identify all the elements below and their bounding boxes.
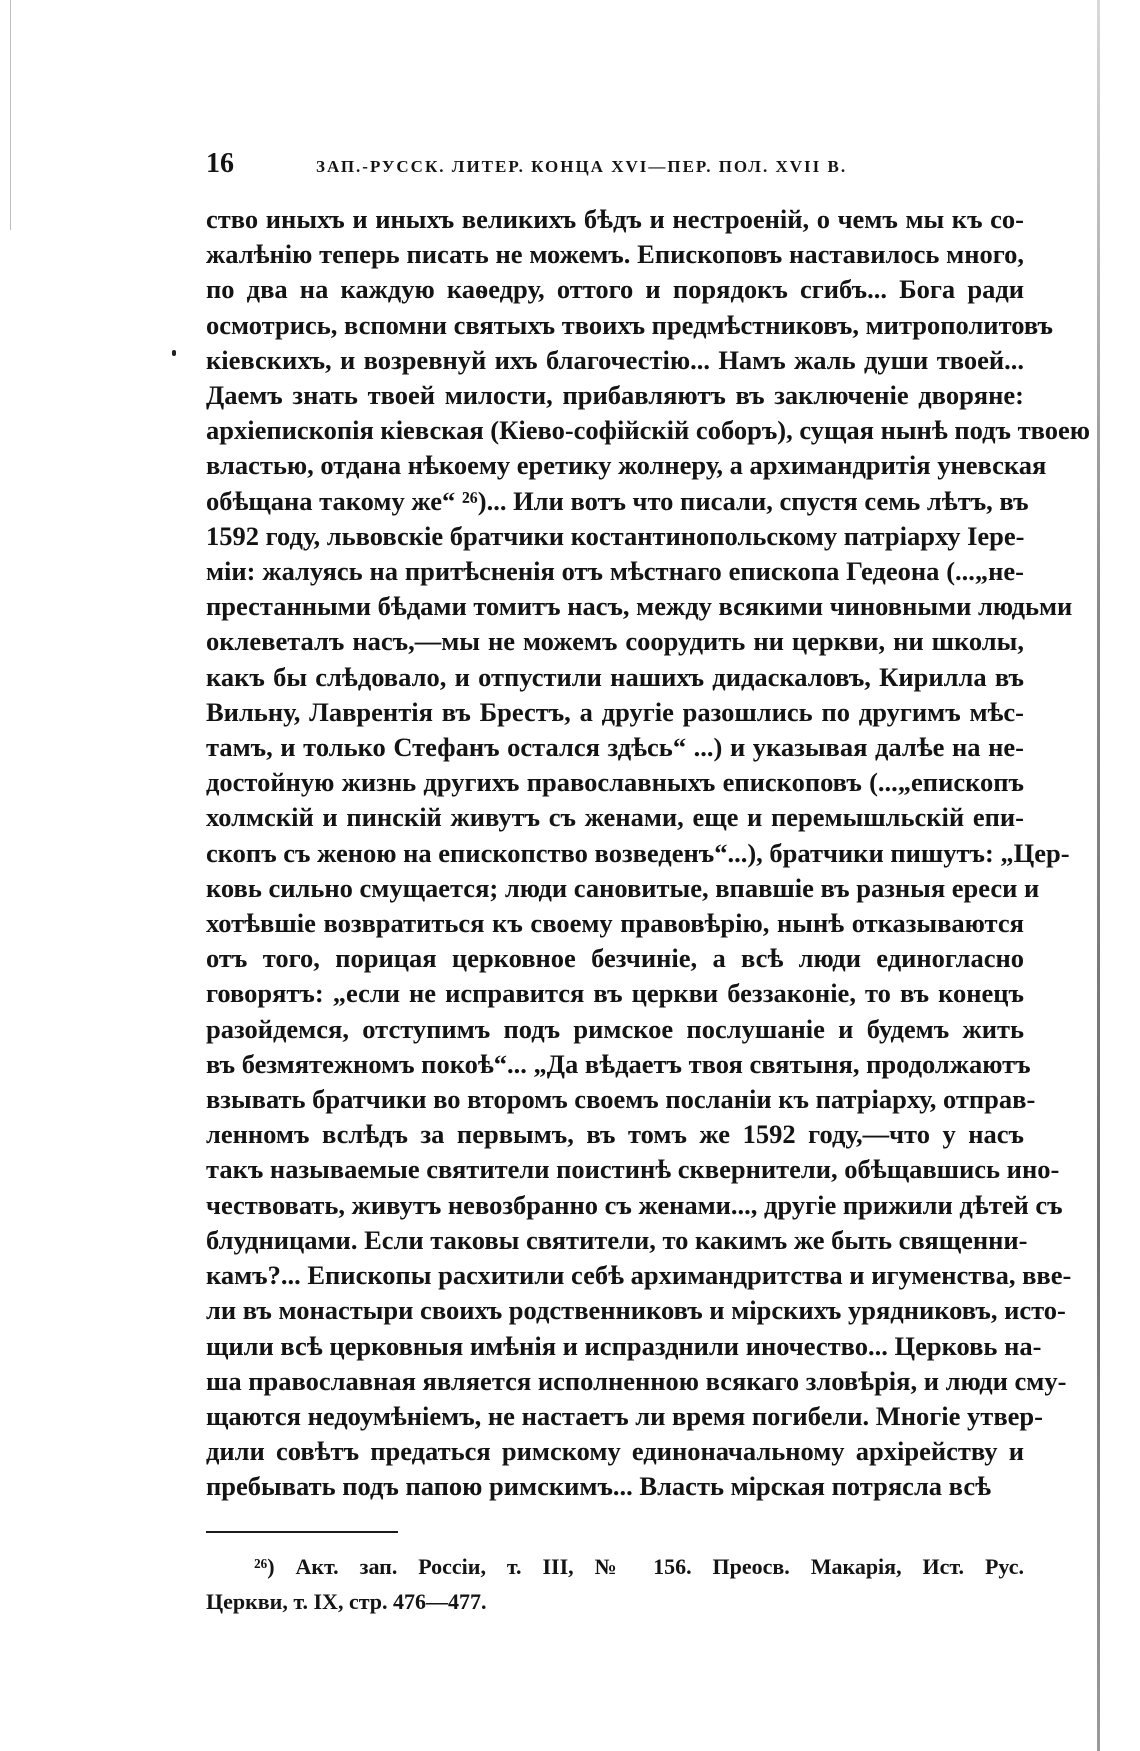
text-line: разойдемся, отступимъ подъ римское послушаніе и будемъ жить [206,1013,1024,1044]
text-line: ковь сильно смущается; люди сановитые, впавшіе въ разныя ереси и [206,872,1040,903]
text-line: такъ называемые святители поистинѣ сквернители, обѣщавшись ино- [206,1154,1060,1185]
text-line: дили совѣтъ предаться римскому единоначальному архірейству и [206,1436,1024,1467]
text-line: щили всѣ церковныя имѣнія и испразднили иночество... Церковь на- [206,1330,1042,1361]
text-line: въ безмятежномъ покоѣ“... „Да вѣдаетъ твоя святыня, продолжаютъ [206,1048,1031,1079]
margin-mark [172,350,176,356]
footnote [206,1549,1024,1619]
text-line: жалѣнію теперь писать не можемъ. Епископовъ наставилось много, [206,239,1024,270]
text-line: престанными бѣдами томитъ насъ, между всякими чиновными людьми [206,591,1073,622]
text-line: блудницами. Если таковы святители, то какимъ же быть священни- [206,1224,1028,1255]
text-line: пребывать подъ папою римскимъ... Власть мірская потрясла всѣ [206,1471,991,1502]
text-line: міи: жалуясь на притѣсненія отъ мѣстнаго епископа Гедеона (...„не- [206,556,1024,587]
page-number: 16 [206,148,234,179]
text-line: какъ бы слѣдовало, и отпустили нашихъ дидаскаловъ, Кирилла въ [206,661,1024,692]
text-line: архіепископія кіевская (Кіево-софійскій соборъ), сущая нынѣ подъ твоею [206,415,1090,446]
footnote-line: ²⁶) Акт. зап. Россіи, т. III, № 156. Преосв. Макарія, Ист. Рус. [254,1553,1024,1579]
text-line: тамъ, и только Стефанъ остался здѣсь“ ...) и указывая далѣе на не- [206,732,1024,763]
text-line: по два на каждую каѳедру, оттого и порядокъ сгибъ... Бога ради [206,274,1024,305]
text-line: осмотрись, вспомни святыхъ твоихъ предмѣстниковъ, митрополитовъ [206,309,1053,340]
text-line: Даемъ знать твоей милости, прибавляютъ въ заключеніе дворяне: [206,380,1024,411]
text-line: Вильну, Лаврентія въ Брестъ, а другіе разошлись по другимъ мѣс- [206,696,1024,727]
text-line: оклеветалъ насъ,—мы не можемъ соорудить ни церкви, ни школы, [206,626,1024,657]
text-line: достойную жизнь другихъ православныхъ епископовъ (...„епископъ [206,767,1024,798]
text-line: хотѣвшіе возвратиться къ своему правовѣрію, нынѣ отказываются [206,908,1024,939]
text-line: ленномъ вслѣдъ за первымъ, въ томъ же 1592 году,—что у насъ [206,1119,1024,1150]
running-title: ЗАП.-РУССК. ЛИТЕР. КОНЦА XVI—ПЕР. ПОЛ. XVII В. [316,157,848,176]
text-line: отъ того, порицая церковное безчиніе, а всѣ люди единогласно [206,943,1024,974]
text-line: ша православная является исполненною всякаго зловѣрія, и люди сму- [206,1365,1067,1396]
book-page [206,148,1090,1619]
text-line: ство иныхъ и иныхъ великихъ бѣдъ и нестроеній, о чемъ мы къ со- [206,204,1024,234]
text-line: скопъ съ женою на епископство возведенъ“...), братчики пишутъ: „Цер- [206,837,1070,868]
text-line: щаются недоумѣніемъ, не настаетъ ли время погибели. Многіе утвер- [206,1400,1043,1431]
text-line: говорятъ: „если не исправится въ церкви беззаконіе, то въ конецъ [206,978,1024,1009]
text-line: камъ?... Епископы расхитили себѣ архимандритства и игуменства, вве- [206,1260,1072,1291]
text-line: холмскій и пинскій живутъ съ женами, еще и перемышльскій епи- [206,802,1024,833]
text-line: взывать братчики во второмъ своемъ посланіи къ патріарху, отправ- [206,1084,1036,1115]
footnote-divider [206,1531,398,1533]
scan-left-edge [10,0,11,230]
text-line: 1592 году, львовскіе братчики костантинопольскому патріарху Іере- [206,520,1025,551]
text-line: ли въ монастыри своихъ родственниковъ и мірскихъ урядниковъ, исто- [206,1295,1066,1326]
text-line: обѣщана такому же“ ²⁶)... Или вотъ что писали, спустя семь лѣтъ, въ [206,485,1029,516]
scan-page-edge [1097,0,1100,1751]
running-head [206,150,1024,186]
text-line: властью, отдана нѣкоему еретику жолнеру, а архимандритія уневская [206,450,1047,481]
body-text [206,202,1090,1505]
footnote-line: Церкви, т. IX, стр. 476—477. [206,1588,487,1614]
text-line: чествовать, живутъ невозбранно съ женами..., другіе прижили дѣтей съ [206,1189,1063,1220]
text-line: кіевскихъ, и возревнуй ихъ благочестію... Намъ жаль души твоей... [206,344,1024,375]
